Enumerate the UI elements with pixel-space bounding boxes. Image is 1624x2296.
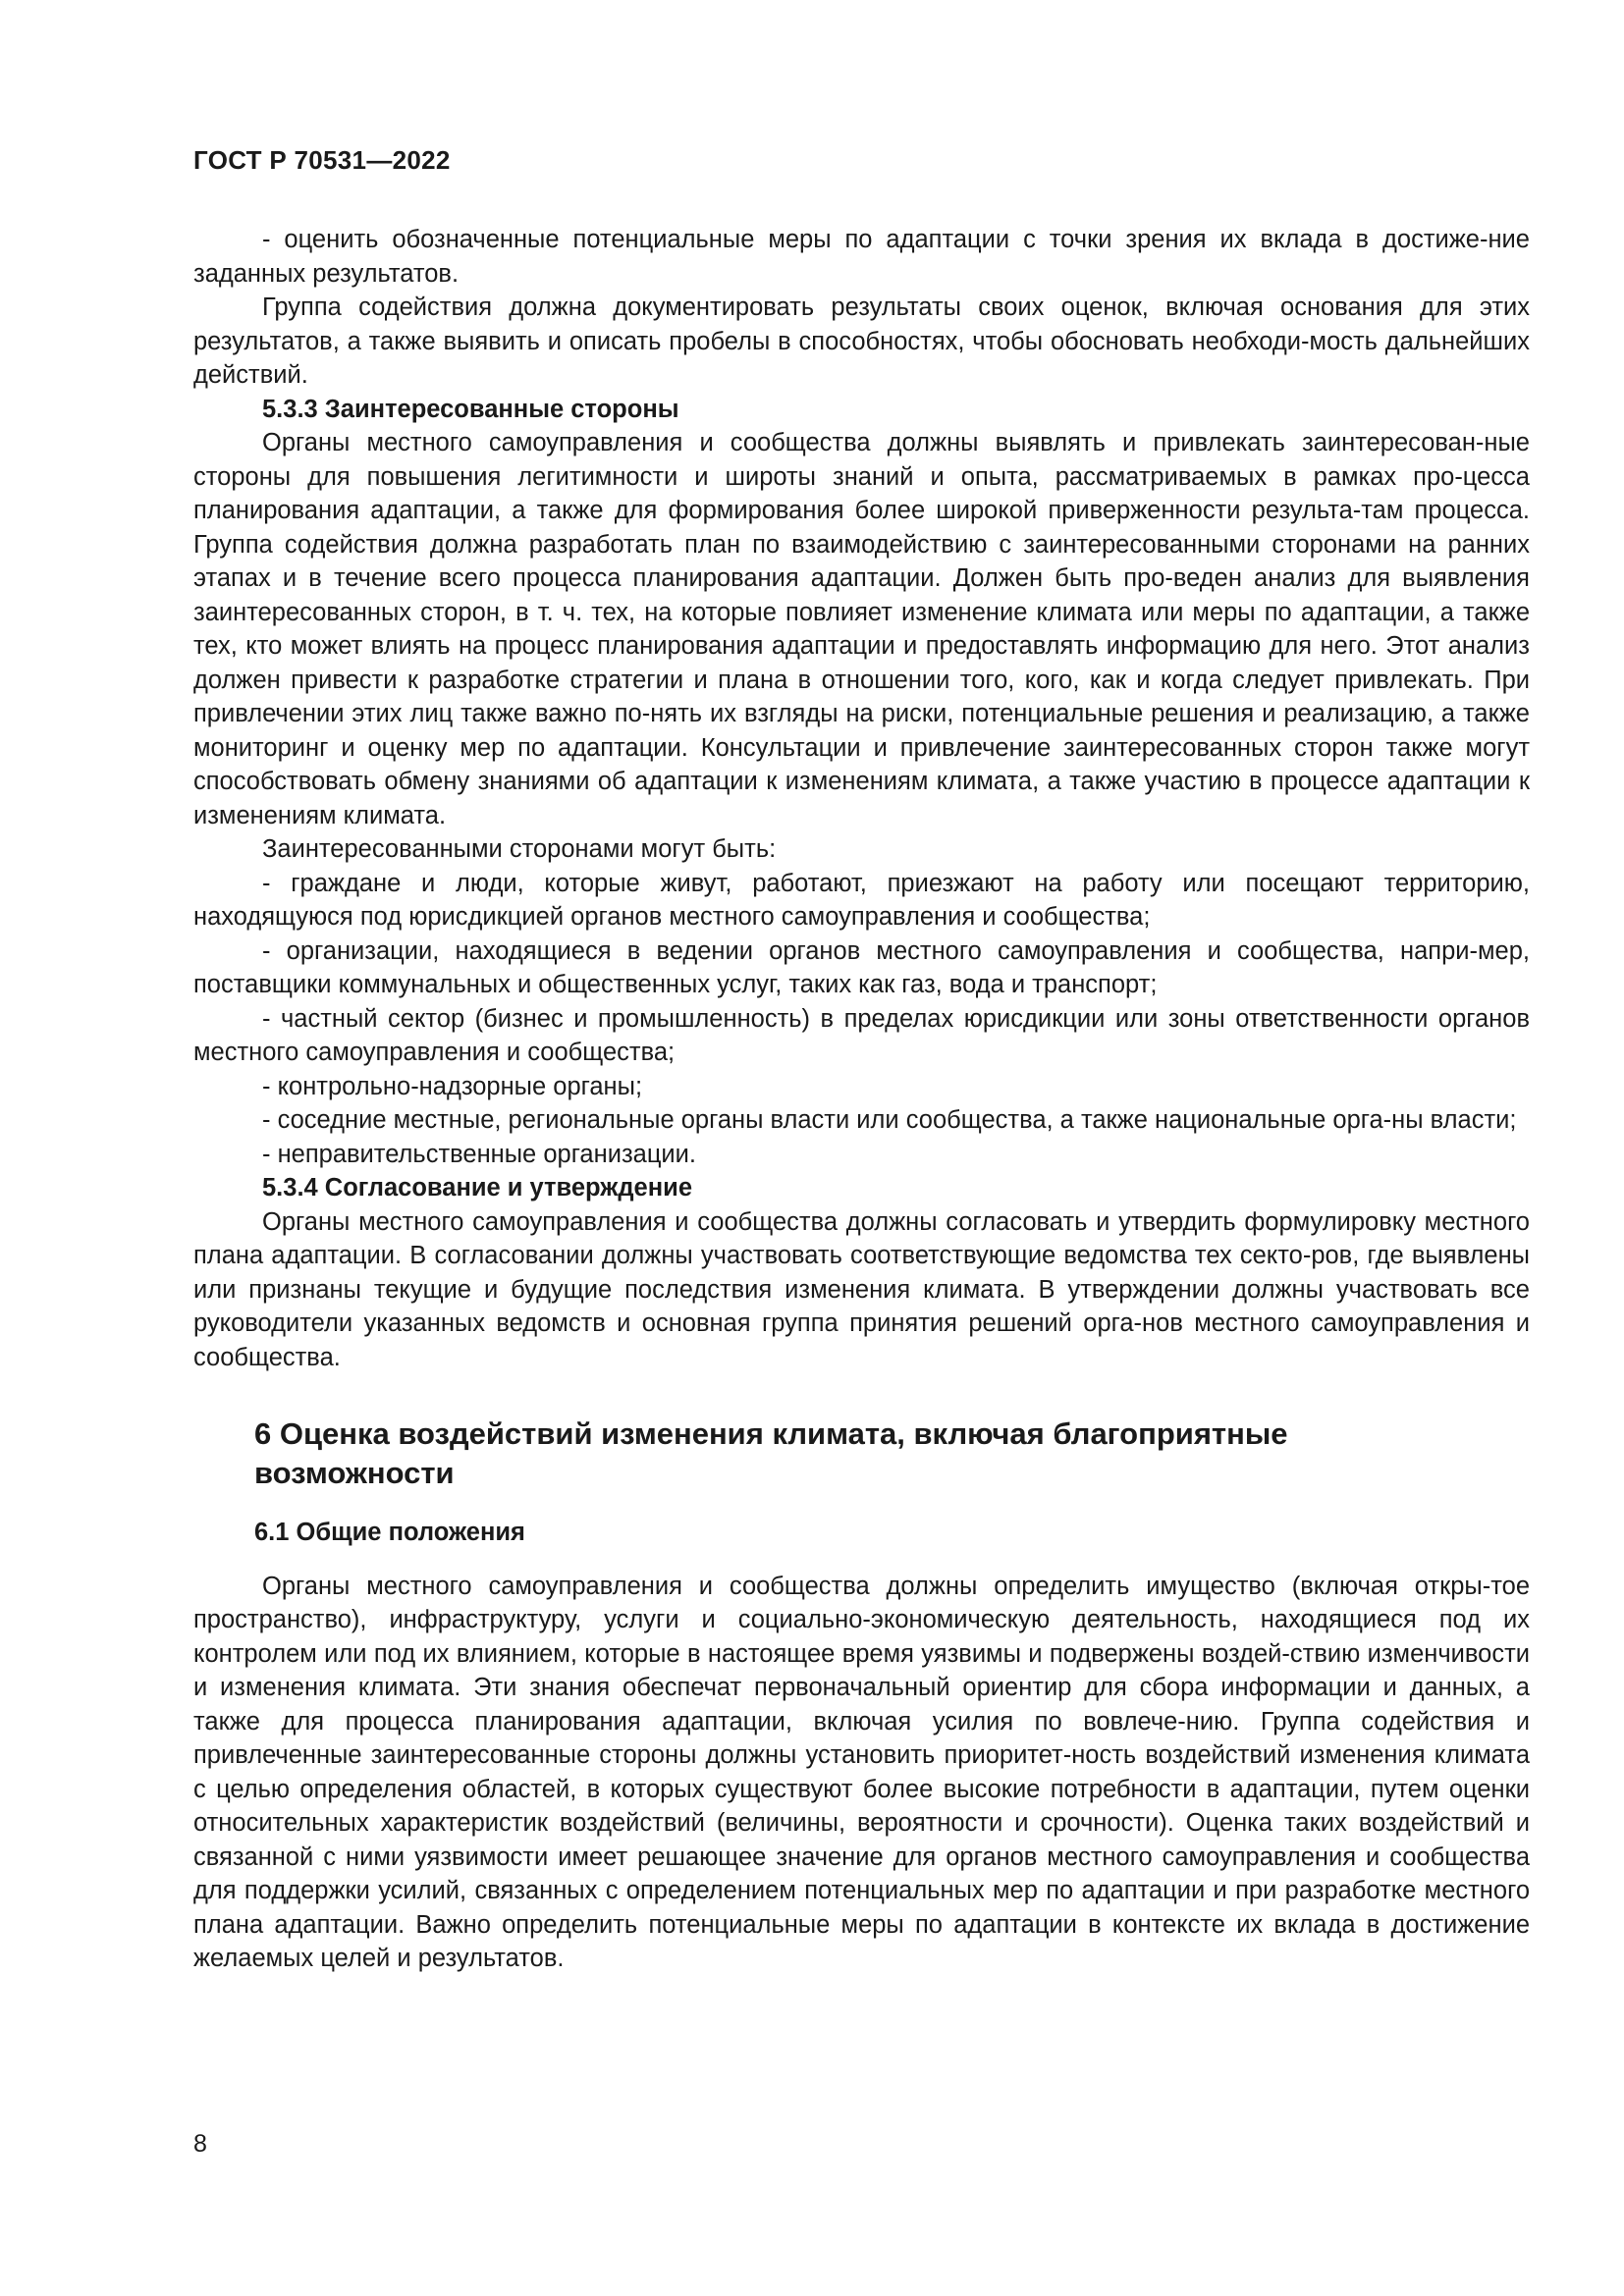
document-code-header: ГОСТ Р 70531—2022 xyxy=(193,145,451,175)
subsection-heading-6-1: 6.1 Общие положения xyxy=(254,1519,525,1546)
list-item-private-sector: - частный сектор (бизнес и промышленность) в пределах юрисдикции или зоны ответственности органов местного самоуправления и сообщества; xyxy=(193,1004,1530,1066)
list-item-citizens: - граждане и люди, которые живут, работают, приезжают на работу или посещают территорию, находящуюся под юрисдикцией органов местного самоуправления и сообщества; xyxy=(193,869,1530,931)
paragraph-approval: Органы местного самоуправления и сообщества должны согласовать и утвердить формулировку местного плана адаптации. В согласовании должны участвовать соответствующие ведомства тех секто-ров, где выявлены или признаны текущие и будущие последствия изменения климата. В утверждении должны участвовать все руководители указанных ведомств и основная группа принятия решений орга-нов местного самоуправления и сообщества. xyxy=(193,1207,1530,1371)
list-item-regulators: - контрольно-надзорные органы; xyxy=(262,1072,643,1100)
list-item-neighbouring-authorities: - соседние местные, региональные органы власти или сообщества, а также национальные орга-ны власти; xyxy=(262,1106,1517,1134)
list-item-ngos: - неправительственные организации. xyxy=(262,1140,696,1168)
paragraph-support-group-documentation: Группа содействия должна документировать результаты своих оценок, включая основания для этих результатов, а также выявить и описать пробелы в способностях, чтобы обосновать необходи-мость дальнейших действий. xyxy=(193,294,1530,389)
list-item-organizations: - организации, находящиеся в ведении органов местного самоуправления и сообщества, напри-мер, поставщики коммунальных и общественных услуг, таких как газ, вода и транспорт; xyxy=(193,936,1530,998)
section-heading-6: 6 Оценка воздействий изменения климата, включая благоприятные возможности xyxy=(254,1416,1288,1490)
paragraph-stakeholders-engagement: Органы местного самоуправления и сообщества должны выявлять и привлекать заинтересован-ные стороны для повышения легитимности и широты знаний и опыта, рассматриваемых в рамках про-цесса планирования адаптации, а также для формирования более широкой приверженности результа-там процесса. Группа содействия должна разработать план по взаимодействию с заинтересованными сторонами на ранних этапах и в течение всего процесса планирования адаптации. Должен быть про-веден анализ для выявления заинтересованных сторон, в т. ч. тех, на которые повлияет изменение климата или меры по адаптации, а также тех, кто может влиять на процесс планирования адаптации и предоставлять информацию для него. Этот анализ должен привести к разработке стратегии и плана в отношении того, кого, как и когда следует привлекать. При привлечении этих лиц также важно по-нять их взгляды на риски, потенциальные решения и реализацию, а также мониторинг и оценку мер по адаптации. Консультации и привлечение заинтересованных сторон также могут способствовать обмену знаниями об адаптации к изменениям климата, а также участию в процессе адаптации к изменениям климата. xyxy=(193,429,1530,829)
document-body xyxy=(193,223,1530,1976)
paragraph-assess-measures: - оценить обозначенные потенциальные меры по адаптации с точки зрения их вклада в достиже-ние заданных результатов. xyxy=(193,226,1530,288)
paragraph-stakeholders-intro: Заинтересованными сторонами могут быть: xyxy=(262,835,777,863)
page-number: 8 xyxy=(193,2130,207,2158)
subsection-heading-5-3-4: 5.3.4 Согласование и утверждение xyxy=(262,1174,692,1201)
paragraph-general-provisions: Органы местного самоуправления и сообщества должны определить имущество (включая откры-тое пространство), инфраструктуру, услуги и социально-экономическую деятельность, находящиеся под их контролем или под их влиянием, которые в настоящее время уязвимы и подвержены воздей-ствию изменчивости и изменения климата. Эти знания обеспечат первоначальный ориентир для сбора информации и данных, а также для процесса планирования адаптации, включая усилия по вовлече-нию. Группа содействия и привлеченные заинтересованные стороны должны установить приоритет-ность воздействий изменения климата с целью определения областей, в которых существуют более высокие потребности в адаптации, путем оценки относительных характеристик воздействий (величины, вероятности и срочности). Оценка таких воздействий и связанной с ними уязвимости имеет решающее значение для органов местного самоуправления и сообщества для поддержки усилий, связанных с определением потенциальных мер по адаптации и при разработке местного плана адаптации. Важно определить потенциальные меры по адаптации в контексте их вклада в достижение желаемых целей и результатов. xyxy=(193,1572,1530,1972)
subsection-heading-5-3-3: 5.3.3 Заинтересованные стороны xyxy=(262,395,679,423)
